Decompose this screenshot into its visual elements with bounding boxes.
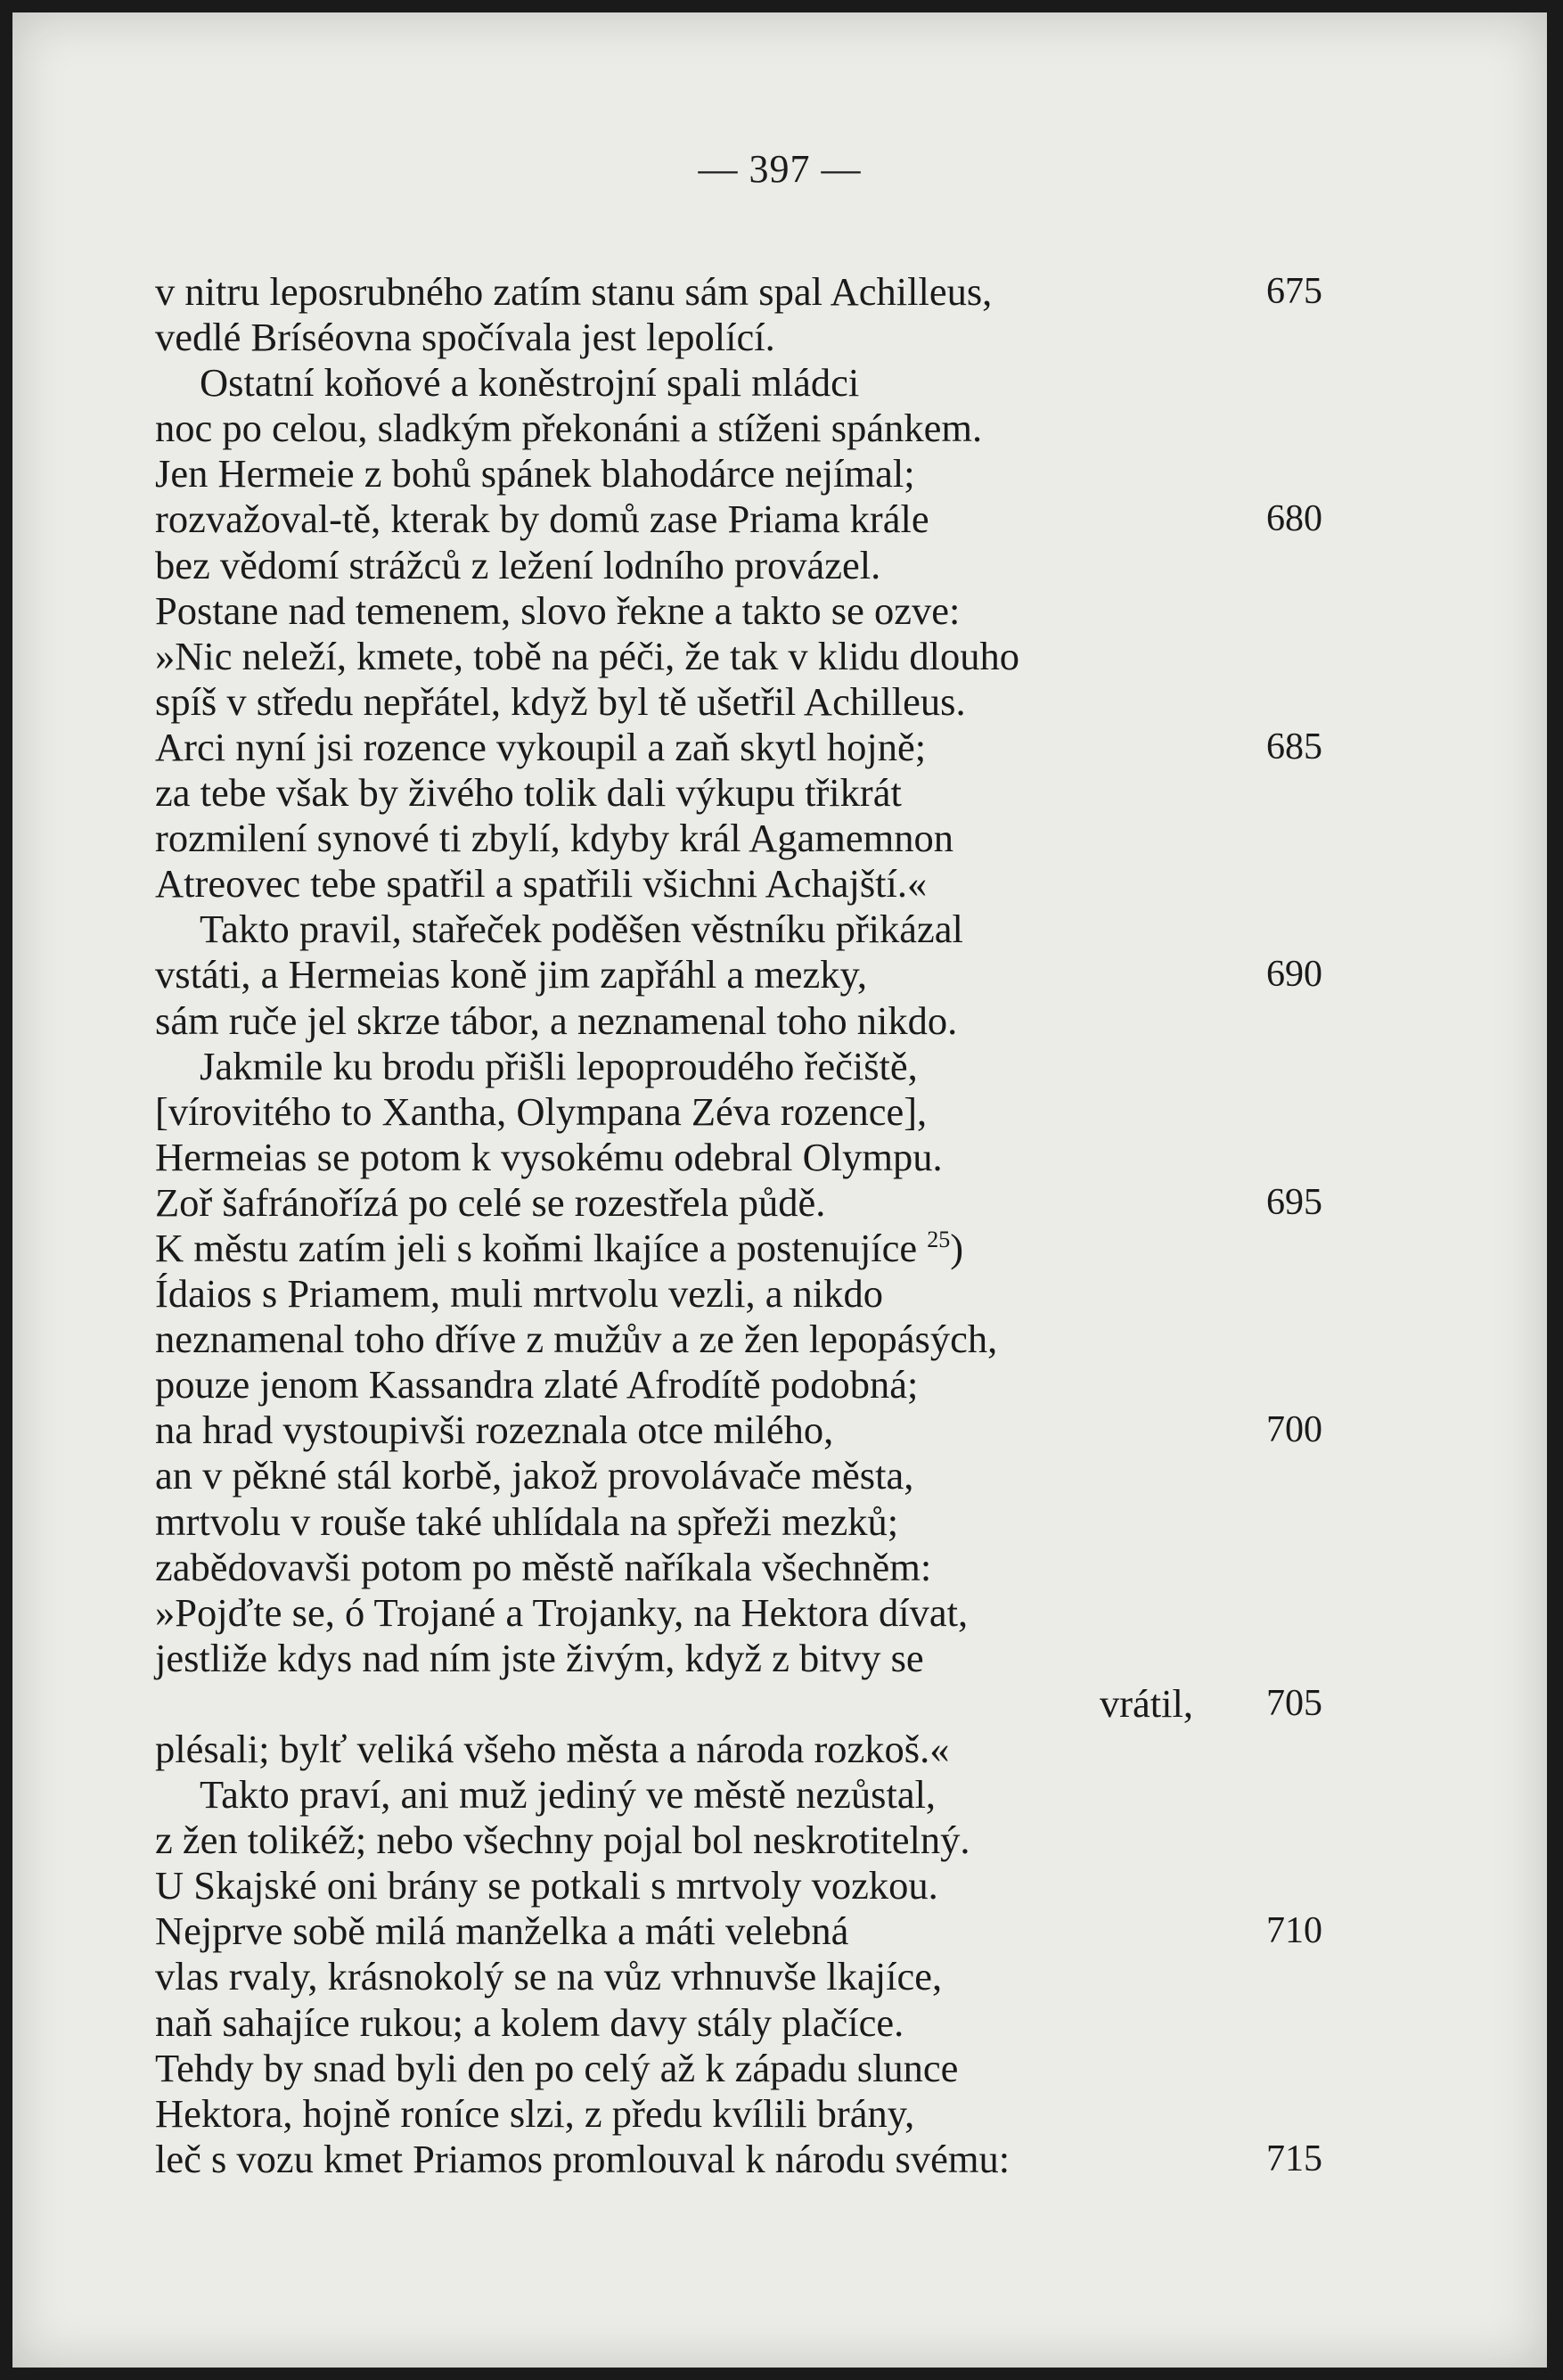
verse-line: K městu zatím jeli s koňmi lkajíce a postenujíce $^{25}$): [155, 1225, 964, 1270]
verse-line: na hrad vystoupivši rozeznala otce milého, 700: [155, 1407, 1322, 1453]
verse-line: [vírovitého to Xantha, Olympana Zéva rozence],: [155, 1088, 928, 1134]
verse-line: spíš v středu nepřátel, když byl tě ušetřil Achilleus.: [155, 678, 966, 724]
verse-block: [155, 269, 1349, 2182]
line-number: 700: [1266, 1409, 1322, 1451]
verse-line: z žen tolikéž; nebo všechny pojal bol neskrotitelný.: [155, 1818, 970, 1863]
verse-line: an v pěkné stál korbě, jakož provolávače města,: [155, 1453, 914, 1498]
verse-line: Jen Hermeie z bohů spánek blahodárce nejímal;: [155, 451, 915, 497]
verse-line: vlas rvaly, krásnokolý se na vůz vrhnuvše lkajíce,: [155, 1954, 943, 1999]
line-number: 705: [1266, 1682, 1322, 1724]
line-number: 685: [1266, 726, 1322, 767]
verse-line: U Skajské oni brány se potkali s mrtvoly vozkou.: [155, 1863, 938, 1908]
line-number: 690: [1266, 954, 1322, 996]
verse-line: Takto praví, ani muž jediný ve městě nezůstal,: [200, 1772, 937, 1818]
verse-line: vedlé Bríséovna spočívala jest lepolící.: [155, 315, 775, 360]
line-number: 715: [1266, 2138, 1322, 2179]
verse-line: Hermeias se potom k vysokému odebral Olympu.: [155, 1134, 943, 1179]
verse-line: Hektora, hojně roníce slzi, z předu kvílili brány,: [155, 2090, 915, 2136]
verse-line: vstáti, a Hermeias koně jim zapřáhl a mezky, 690: [155, 952, 1322, 997]
verse-line: Arci nyní jsi rozence vykoupil a zaň skytl hojně; 685: [155, 724, 1322, 769]
verse-line: »Nic neleží, kmete, tobě na péči, že tak v klidu dlouho: [155, 633, 1020, 678]
line-number: 680: [1266, 498, 1322, 540]
verse-line: Ostatní koňové a koněstrojní spali mládci: [200, 360, 860, 406]
verse-line: za tebe však by živého tolik dali výkupu třikrát: [155, 770, 902, 816]
verse-line: Zoř šafránořízá po celé se rozestřela půdě. 695: [155, 1179, 1322, 1225]
verse-line: rozmilení synové ti zbylí, kdyby král Agamemnon: [155, 816, 954, 861]
verse-line: Tehdy by snad byli den po celý až k západu slunce: [155, 2045, 959, 2090]
verse-line: Ídaios s Priamem, muli mrtvolu vezli, a nikdo: [155, 1271, 883, 1317]
verse-line: Jakmile ku brodu přišli lepoproudého řečiště,: [200, 1043, 918, 1088]
verse-line: zabědovavši potom po městě naříkala všechněm:: [155, 1544, 932, 1589]
verse-line: jestliže kdys nad ním jste živým, když z bitvy se: [155, 1635, 924, 1680]
verse-line: leč s vozu kmet Priamos promlouval k národu svému: 715: [155, 2136, 1322, 2181]
verse-line: Atreovec tebe spatřil a spatřili všichni Achajští.«: [155, 861, 928, 907]
verse-line-continuation: vrátil, 705: [1099, 1680, 1322, 1726]
verse-line: Postane nad temenem, slovo řekne a takto se ozve:: [155, 587, 961, 633]
line-number: 675: [1266, 271, 1322, 312]
verse-line: naň sahajíce rukou; a kolem davy stály plačíce.: [155, 1999, 904, 2045]
verse-line: pouze jenom Kassandra zlaté Afrodítě podobná;: [155, 1362, 919, 1407]
verse-line: plésali; bylť veliká všeho města a národa rozkoš.«: [155, 1727, 950, 1771]
verse-line: Takto pravil, stařeček poděšen věstníku přikázal: [200, 907, 963, 952]
line-number: 710: [1266, 1910, 1322, 1952]
verse-line: sám ruče jel skrze tábor, a neznamenal toho nikdo.: [155, 997, 958, 1043]
verse-line: rozvažoval-tě, kterak by domů zase Priama krále 680: [155, 497, 1322, 542]
verse-line: »Pojďte se, ó Trojané a Trojanky, na Hektora dívat,: [155, 1589, 969, 1635]
book-page: [12, 12, 1547, 2368]
verse-line: noc po celou, sladkým překonáni a stíženi spánkem.: [155, 406, 983, 451]
verse-line: Nejprve sobě milá manželka a máti velebná 710: [155, 1908, 1322, 1954]
verse-line: mrtvolu v rouše také uhlídala na spřeži mezků;: [155, 1498, 899, 1544]
line-number: 695: [1266, 1181, 1322, 1223]
verse-line: bez vědomí strážců z ležení lodního provázel.: [155, 542, 881, 587]
footnote-mark: 25: [927, 1226, 951, 1252]
page-number: — 397 —: [698, 147, 862, 191]
verse-line: neznamenal toho dříve z mužův a ze žen lepopásých,: [155, 1317, 998, 1362]
verse-line: v nitru leposrubného zatím stanu sám spal Achilleus, 675: [155, 269, 1322, 314]
